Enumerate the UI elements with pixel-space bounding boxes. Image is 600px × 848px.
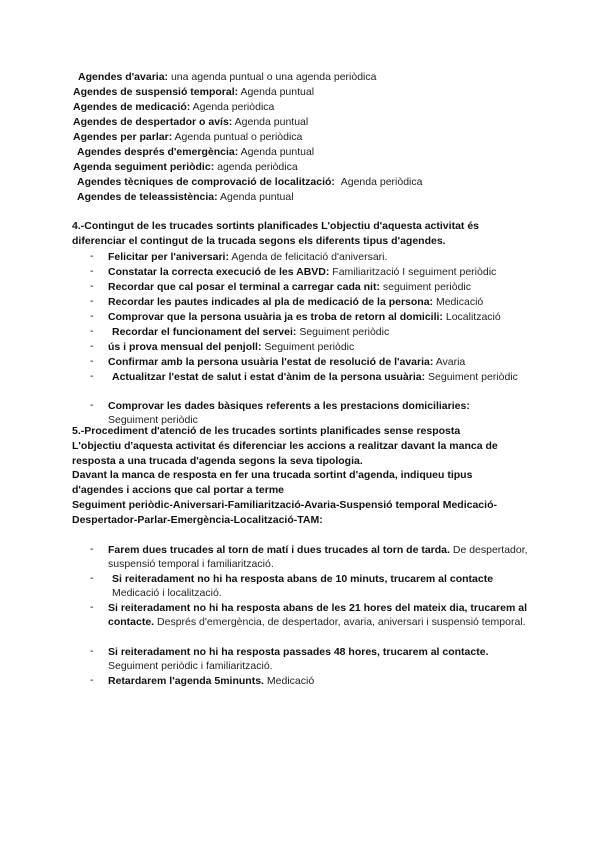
agenda-line: Agendes de suspensió temporal: Agenda puntual [73,86,315,98]
bullet-dash: - [90,355,94,367]
bullet-dash: - [90,265,94,277]
list-item: Constatar la correcta execució de les ABVD: Familiarització I seguiment periòdic [108,266,497,278]
section5-heading: 5.-Procediment d'atenció de les trucades sortints planificades sense resposta L'objectiu d'aquesta activitat és diferenciar les accions a realitzar davant la manca de resposta a una trucada d'agenda segons la seva tipologia. [72,425,498,467]
section5-question: Davant la manca de resposta en fer una trucada sortint d'agenda, indiqueu tipus d'agendes i accions que cal portar a terme [72,469,473,496]
agenda-line: Agendes després d'emergència: Agenda puntual [77,146,315,158]
bullet-dash: - [90,572,94,584]
bullet-dash: - [90,645,94,657]
list-item: Confirmar amb la persona usuària l'estat de resolució de l'avaria: Avaria [108,356,466,368]
agenda-line: Agendes de teleassistència: Agenda puntual [77,191,294,203]
list-item: Comprovar que la persona usuària ja es troba de retorn al domicili: Localització [108,311,501,323]
bullet-dash: - [90,325,94,337]
section4-heading: 4.-Contingut de les trucades sortints planificades L'objectiu d'aquesta activitat és diferenciar el contingut de la trucada segons els diferents tipus d'agendes. [72,220,479,247]
bullet-dash: - [90,250,94,262]
agenda-line: Agendes per parlar: Agenda puntual o periòdica [73,131,303,143]
list-item: Actualitzar l'estat de salut i estat d'ànim de la persona usuària: Seguiment periòdic [112,371,518,383]
agenda-line: Agendes de medicació: Agenda periòdica [73,101,275,113]
bullet-dash: - [90,399,94,411]
bullet-dash: - [90,674,94,686]
section5-types: Seguiment periòdic-Aniversari-Familiarització-Avaria-Suspensió temporal Medicació-Despertador-Parlar-Emergència-Localització-TAM: [72,499,497,526]
agenda-line: Agendes tècniques de comprovació de localització: Agenda periòdica [77,176,423,188]
bullet-dash: - [90,310,94,322]
bullet-dash: - [90,543,94,555]
list-item: Recordar que cal posar el terminal a carregar cada nit: seguiment periòdic [108,281,472,293]
list-item: ús i prova mensual del penjoll: Seguiment periòdic [108,341,355,353]
bullet-dash: - [90,370,94,382]
bullet-dash: - [90,280,94,292]
list-item: Retardarem l'agenda 5minunts. Medicació [108,675,315,687]
agenda-line: Agenda seguiment periòdic: agenda periòdica [73,161,298,173]
list-item: Si reiteradament no hi ha resposta abans de 10 minuts, trucarem al contacte Medicació i localització. [112,573,494,599]
list-item: Comprovar les dades bàsiques referents a les prestacions domiciliaries: Seguiment periòdic [108,400,470,426]
list-item: Felicitar per l'aniversari: Agenda de felicitació d'aniversari. [108,251,388,263]
agenda-line: Agendes d'avaria: una agenda puntual o una agenda periòdica [78,71,377,83]
list-item: Farem dues trucades al torn de matí i dues trucades al torn de tarda. De despertador, suspensió temporal i familiarització. [108,544,528,570]
list-item: Recordar les pautes indicades al pla de medicació de la persona: Medicació [108,296,484,308]
agenda-line: Agendes de despertador o avís: Agenda puntual [73,116,309,128]
list-item: Si reiteradament no hi ha resposta abans de les 21 hores del mateix dia, trucarem al contacte. Després d'emergència, de despertador, avaria, aniversari i suspensió temporal. [108,602,527,628]
list-item: Si reiteradament no hi ha resposta passades 48 hores, trucarem al contacte. Seguiment periòdic i familiarització. [108,646,489,672]
bullet-dash: - [90,601,94,613]
bullet-dash: - [90,340,94,352]
bullet-dash: - [90,295,94,307]
list-item: Recordar el funcionament del servei: Seguiment periòdic [112,326,390,338]
